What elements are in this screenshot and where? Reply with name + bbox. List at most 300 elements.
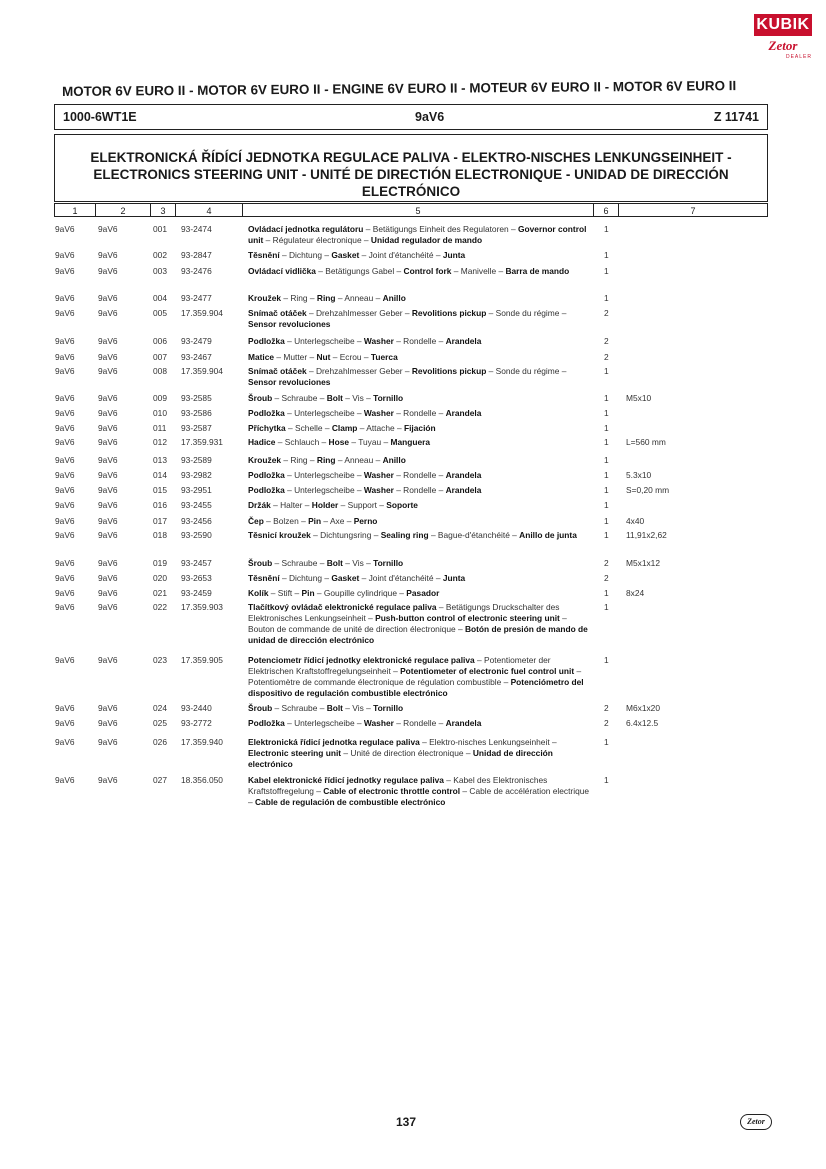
description-term: Tornillo	[373, 393, 404, 403]
description-text: – Anneau –	[335, 455, 383, 465]
row-description	[248, 366, 590, 388]
description-text: – Betätigungs Gabel –	[315, 266, 404, 276]
description-term: Těsnění	[248, 573, 280, 583]
group-code: 9aV6	[415, 110, 445, 124]
description-term: Příchytka	[248, 423, 286, 433]
description-term: Gasket	[331, 250, 360, 260]
row-subgroup: 9aV6	[98, 588, 118, 598]
row-position: 003	[153, 266, 167, 276]
row-description	[248, 393, 590, 404]
description-text: – Rondelle –	[393, 470, 446, 480]
description-term: Držák	[248, 500, 271, 510]
row-quantity: 1	[604, 470, 609, 480]
description-text: – Bolzen –	[263, 516, 309, 526]
description-term: Potenciometr řídicí jednotky elektronické regulace paliva	[248, 655, 475, 665]
description-term: Pasador	[406, 588, 440, 598]
description-text: – Bague-d'étanchéité –	[428, 530, 520, 540]
description-term: Podložka	[248, 408, 285, 418]
row-position: 008	[153, 366, 167, 376]
section-title-line1: ELEKTRONICKÁ ŘÍDÍCÍ JEDNOTKA REGULACE PALIVA - ELEKTRO-NISCHES LENKUNGSEINHEIT -	[90, 150, 732, 165]
row-description	[248, 655, 590, 699]
row-position: 002	[153, 250, 167, 260]
description-term: Arandela	[445, 408, 482, 418]
row-group: 9aV6	[55, 602, 75, 612]
description-text: – Vis –	[342, 703, 374, 713]
row-description	[248, 336, 590, 347]
row-note: 6.4x12.5	[626, 718, 659, 728]
description-term: Podložka	[248, 718, 285, 728]
row-group: 9aV6	[55, 737, 75, 747]
row-part-number: 93-2476	[181, 266, 212, 276]
description-term: Potenciómetro del dispositivo de regulación combustible electrónico	[248, 677, 584, 698]
description-term: Arandela	[445, 718, 482, 728]
row-subgroup: 9aV6	[98, 437, 118, 447]
row-description	[248, 703, 590, 714]
row-subgroup: 9aV6	[98, 718, 118, 728]
description-term: Sensor revoluciones	[248, 377, 331, 387]
description-term: Snímač otáček	[248, 366, 307, 376]
description-term: Šroub	[248, 703, 273, 713]
page-title: MOTOR 6V EURO II - MOTOR 6V EURO II - ENGINE 6V EURO II - MOTEUR 6V EURO II - MOTOR 6V EURO II	[62, 78, 737, 99]
column-header-4: 4	[176, 204, 243, 216]
description-term: Ring	[316, 293, 336, 303]
row-position: 018	[153, 530, 167, 540]
row-part-number: 93-2772	[181, 718, 212, 728]
row-part-number: 17.359.904	[181, 366, 223, 376]
row-position: 021	[153, 588, 167, 598]
description-term: Bolt	[326, 393, 343, 403]
description-term: Čep	[248, 516, 264, 526]
description-term: Matice	[248, 352, 275, 362]
zetor-footer-logo: Zetor	[740, 1114, 772, 1130]
description-term: Clamp	[331, 423, 358, 433]
description-text: – Unité de direction électronique –	[341, 748, 473, 758]
description-text: – Ecrou –	[330, 352, 371, 362]
row-quantity: 1	[604, 393, 609, 403]
description-text: – Anneau –	[335, 293, 383, 303]
description-term: Washer	[363, 470, 394, 480]
row-part-number: 93-2440	[181, 703, 212, 713]
column-header-5: 5	[243, 204, 594, 216]
row-quantity: 2	[604, 352, 609, 362]
description-text: – Schraube –	[272, 703, 327, 713]
row-subgroup: 9aV6	[98, 250, 118, 260]
section-title-line2: ELECTRONICS STEERING UNIT - UNITÉ DE DIRECTIÓN ELECTRONIQUE - UNIDAD DE DIRECCIÓN	[93, 167, 729, 182]
description-term: Electronic steering unit	[248, 748, 342, 758]
row-group: 9aV6	[55, 655, 75, 665]
row-description	[248, 775, 590, 808]
row-note: M6x1x20	[626, 703, 660, 713]
row-group: 9aV6	[55, 308, 75, 318]
row-description	[248, 573, 590, 584]
description-term: Arandela	[445, 485, 482, 495]
description-text: – Halter –	[270, 500, 312, 510]
row-position: 013	[153, 455, 167, 465]
row-description	[248, 718, 590, 729]
row-position: 027	[153, 775, 167, 785]
description-term: Kabel elektronické řídicí jednotky regulace paliva	[248, 775, 444, 785]
row-part-number: 93-2477	[181, 293, 212, 303]
description-text: – Joint d'étanchéité –	[359, 573, 443, 583]
row-part-number: 18.356.050	[181, 775, 223, 785]
row-note: L=560 mm	[626, 437, 666, 447]
row-subgroup: 9aV6	[98, 266, 118, 276]
row-subgroup: 9aV6	[98, 775, 118, 785]
info-row	[54, 104, 768, 130]
row-group: 9aV6	[55, 485, 75, 495]
description-term: Control fork	[403, 266, 452, 276]
row-description	[248, 516, 590, 527]
row-quantity: 2	[604, 573, 609, 583]
row-description	[248, 437, 590, 448]
description-term: Snímač otáček	[248, 308, 307, 318]
row-position: 006	[153, 336, 167, 346]
description-text: – Elektro-nisches Lenkungseinheit –	[419, 737, 557, 747]
row-quantity: 1	[604, 437, 609, 447]
row-group: 9aV6	[55, 224, 75, 234]
description-text: – Bouton de commande de unité de direction électronique –	[248, 613, 567, 634]
row-subgroup: 9aV6	[98, 485, 118, 495]
row-part-number: 93-2586	[181, 408, 212, 418]
row-position: 017	[153, 516, 167, 526]
description-term: Barra de mando	[505, 266, 570, 276]
description-term: Botón de presión de mando de unidad de dirección electrónico	[248, 624, 588, 645]
row-position: 022	[153, 602, 167, 612]
row-description	[248, 558, 590, 569]
row-description	[248, 352, 590, 363]
description-term: Anillo	[382, 293, 406, 303]
row-part-number: 93-2951	[181, 485, 212, 495]
description-term: Holder	[311, 500, 339, 510]
row-note: S=0,20 mm	[626, 485, 670, 495]
description-text: – Unterlegscheibe –	[284, 408, 364, 418]
row-position: 023	[153, 655, 167, 665]
row-group: 9aV6	[55, 250, 75, 260]
description-term: Kolík	[248, 588, 269, 598]
row-position: 005	[153, 308, 167, 318]
row-part-number: 93-2585	[181, 393, 212, 403]
row-position: 004	[153, 293, 167, 303]
column-header-6: 6	[594, 204, 619, 216]
description-text: – Potentiomètre de commande électronique de régulation combustible –	[248, 666, 582, 687]
logo-dealer: DEALER	[785, 54, 812, 60]
description-term: Washer	[363, 485, 394, 495]
description-term: Unidad regulador de mando	[370, 235, 483, 245]
description-text: – Rondelle –	[393, 336, 446, 346]
description-term: Anillo de junta	[519, 530, 577, 540]
row-part-number: 93-2457	[181, 558, 212, 568]
description-term: Bolt	[326, 703, 343, 713]
row-description	[248, 485, 590, 496]
row-subgroup: 9aV6	[98, 423, 118, 433]
description-term: Pin	[308, 516, 322, 526]
description-term: Soporte	[386, 500, 418, 510]
row-subgroup: 9aV6	[98, 530, 118, 540]
description-text: – Mutter –	[274, 352, 317, 362]
row-quantity: 2	[604, 703, 609, 713]
row-quantity: 1	[604, 516, 609, 526]
row-part-number: 17.359.905	[181, 655, 223, 665]
description-term: Perno	[353, 516, 378, 526]
section-title-line3: ELECTRÓNICO	[361, 184, 461, 199]
description-term: Arandela	[445, 336, 482, 346]
description-term: Tornillo	[373, 703, 404, 713]
description-text: – Potentiometer der Elektrischen Kraftstoffregelungseinheit –	[248, 655, 551, 676]
description-term: Unidad de dirección electrónico	[248, 748, 553, 769]
description-term: Arandela	[445, 470, 482, 480]
row-group: 9aV6	[55, 588, 75, 598]
row-quantity: 1	[604, 423, 609, 433]
description-term: Podložka	[248, 470, 285, 480]
row-subgroup: 9aV6	[98, 366, 118, 376]
description-text: – Dichtung –	[279, 573, 332, 583]
description-term: Potentiometer of electronic fuel control unit	[400, 666, 575, 676]
row-position: 016	[153, 500, 167, 510]
description-term: Tuerca	[370, 352, 398, 362]
description-term: Tlačítkový ovládač elektronické regulace paliva	[248, 602, 437, 612]
row-part-number: 17.359.940	[181, 737, 223, 747]
row-group: 9aV6	[55, 423, 75, 433]
column-header-3: 3	[151, 204, 176, 216]
row-position: 010	[153, 408, 167, 418]
row-quantity: 1	[604, 588, 609, 598]
row-position: 011	[153, 423, 167, 433]
row-part-number: 93-2982	[181, 470, 212, 480]
logo-sub: Zetor	[768, 38, 798, 53]
description-text: – Betätigungs Einheit des Regulatoren –	[363, 224, 518, 234]
row-quantity: 1	[604, 250, 609, 260]
row-position: 012	[153, 437, 167, 447]
row-group: 9aV6	[55, 266, 75, 276]
description-term: Cable de regulación de combustible electrónico	[255, 797, 446, 807]
row-position: 025	[153, 718, 167, 728]
row-description	[248, 423, 590, 434]
description-term: Ovládací vidlička	[248, 266, 316, 276]
row-group: 9aV6	[55, 516, 75, 526]
description-term: Sensor revoluciones	[248, 319, 331, 329]
row-quantity: 1	[604, 224, 609, 234]
row-description	[248, 308, 590, 330]
description-term: Bolt	[326, 558, 343, 568]
row-subgroup: 9aV6	[98, 224, 118, 234]
row-position: 024	[153, 703, 167, 713]
description-text: – Dichtung –	[279, 250, 332, 260]
row-group: 9aV6	[55, 293, 75, 303]
description-term: Anillo	[382, 455, 406, 465]
row-subgroup: 9aV6	[98, 293, 118, 303]
description-term: Junta	[442, 250, 466, 260]
description-text: – Sonde du régime –	[486, 366, 567, 376]
description-term: Tornillo	[373, 558, 404, 568]
description-term: Gasket	[331, 573, 360, 583]
row-subgroup: 9aV6	[98, 655, 118, 665]
row-description	[248, 250, 590, 261]
row-note: M5x1x12	[626, 558, 660, 568]
row-part-number: 93-2589	[181, 455, 212, 465]
description-text: – Support –	[338, 500, 387, 510]
row-position: 007	[153, 352, 167, 362]
description-term: Cable of electronic throttle control	[323, 786, 461, 796]
row-part-number: 93-2587	[181, 423, 212, 433]
row-part-number: 93-2590	[181, 530, 212, 540]
row-group: 9aV6	[55, 573, 75, 583]
model-code: 1000-6WT1E	[63, 110, 137, 124]
description-text: – Ring –	[281, 293, 317, 303]
row-position: 001	[153, 224, 167, 234]
row-subgroup: 9aV6	[98, 336, 118, 346]
description-text: – Tuyau –	[349, 437, 391, 447]
row-quantity: 1	[604, 775, 609, 785]
row-subgroup: 9aV6	[98, 558, 118, 568]
description-text: – Sonde du régime –	[486, 308, 567, 318]
description-term: Podložka	[248, 485, 285, 495]
row-description	[248, 408, 590, 419]
row-quantity: 2	[604, 718, 609, 728]
row-quantity: 1	[604, 737, 609, 747]
description-term: Pin	[301, 588, 315, 598]
row-description	[248, 266, 590, 277]
row-description	[248, 470, 590, 481]
row-quantity: 1	[604, 602, 609, 612]
description-term: Manguera	[390, 437, 431, 447]
row-subgroup: 9aV6	[98, 308, 118, 318]
row-quantity: 1	[604, 366, 609, 376]
description-term: Washer	[363, 336, 394, 346]
description-text: – Unterlegscheibe –	[284, 485, 364, 495]
row-group: 9aV6	[55, 500, 75, 510]
description-text: – Rondelle –	[393, 485, 446, 495]
row-group: 9aV6	[55, 336, 75, 346]
row-note: M5x10	[626, 393, 652, 403]
description-term: Šroub	[248, 393, 273, 403]
description-text: – Unterlegscheibe –	[284, 718, 364, 728]
row-note: 11,91x2,62	[626, 530, 667, 540]
description-term: Revolitions pickup	[411, 308, 487, 318]
description-text: – Goupille cylindrique –	[314, 588, 407, 598]
row-position: 015	[153, 485, 167, 495]
column-header-1: 1	[55, 204, 96, 216]
row-description	[248, 588, 590, 599]
row-group: 9aV6	[55, 718, 75, 728]
row-part-number: 17.359.904	[181, 308, 223, 318]
row-group: 9aV6	[55, 775, 75, 785]
description-text: – Schelle –	[285, 423, 332, 433]
row-position: 019	[153, 558, 167, 568]
kubik-zetor-logo	[754, 14, 812, 60]
row-part-number: 17.359.931	[181, 437, 223, 447]
section-title	[54, 134, 768, 202]
row-subgroup: 9aV6	[98, 500, 118, 510]
description-text: – Schraube –	[272, 393, 327, 403]
row-group: 9aV6	[55, 558, 75, 568]
description-text: – Schraube –	[272, 558, 327, 568]
row-group: 9aV6	[55, 530, 75, 540]
description-text: – Kabel des Elektronisches Kraftstoffregelung –	[248, 775, 548, 796]
description-text: – Vis –	[342, 558, 374, 568]
row-quantity: 1	[604, 266, 609, 276]
description-term: Fijación	[403, 423, 436, 433]
row-quantity: 1	[604, 293, 609, 303]
column-header-2: 2	[96, 204, 151, 216]
description-term: Těsnicí kroužek	[248, 530, 311, 540]
row-quantity: 2	[604, 558, 609, 568]
row-quantity: 1	[604, 655, 609, 665]
row-position: 026	[153, 737, 167, 747]
row-group: 9aV6	[55, 455, 75, 465]
description-term: Elektronická řídicí jednotka regulace paliva	[248, 737, 420, 747]
description-term: Hose	[328, 437, 350, 447]
description-term: Junta	[442, 573, 466, 583]
row-note: 5.3x10	[626, 470, 652, 480]
row-part-number: 93-2847	[181, 250, 212, 260]
row-quantity: 2	[604, 308, 609, 318]
column-header	[54, 203, 768, 217]
row-part-number: 93-2467	[181, 352, 212, 362]
row-group: 9aV6	[55, 408, 75, 418]
row-quantity: 1	[604, 530, 609, 540]
row-note: 4x40	[626, 516, 645, 526]
description-text: – Schlauch –	[275, 437, 329, 447]
row-group: 9aV6	[55, 437, 75, 447]
row-note: 8x24	[626, 588, 645, 598]
row-description	[248, 737, 590, 770]
row-position: 009	[153, 393, 167, 403]
row-subgroup: 9aV6	[98, 602, 118, 612]
description-text: – Régulateur électronique –	[263, 235, 371, 245]
description-text: – Joint d'étanchéité –	[359, 250, 443, 260]
row-group: 9aV6	[55, 470, 75, 480]
row-part-number: 93-2459	[181, 588, 212, 598]
description-text: – Rondelle –	[393, 718, 446, 728]
description-term: Push-button control of electronic steering unit	[375, 613, 560, 623]
row-subgroup: 9aV6	[98, 470, 118, 480]
description-text: – Manivelle –	[451, 266, 506, 276]
row-quantity: 1	[604, 455, 609, 465]
row-subgroup: 9aV6	[98, 352, 118, 362]
row-position: 020	[153, 573, 167, 583]
description-term: Hadice	[248, 437, 276, 447]
row-group: 9aV6	[55, 703, 75, 713]
description-term: Kroužek	[248, 455, 282, 465]
row-group: 9aV6	[55, 366, 75, 376]
row-part-number: 93-2455	[181, 500, 212, 510]
row-subgroup: 9aV6	[98, 573, 118, 583]
description-term: Kroužek	[248, 293, 282, 303]
row-quantity: 2	[604, 336, 609, 346]
description-term: Podložka	[248, 336, 285, 346]
page-number: 137	[396, 1115, 417, 1129]
description-text: – Drehzahlmesser Geber –	[306, 308, 412, 318]
description-text: – Axe –	[321, 516, 354, 526]
description-term: Washer	[363, 408, 394, 418]
description-text: – Rondelle –	[393, 408, 446, 418]
row-part-number: 93-2479	[181, 336, 212, 346]
row-subgroup: 9aV6	[98, 703, 118, 713]
description-text: – Betätigungs Druckschalter des Elektronisches Lenkungseinheit –	[248, 602, 560, 623]
description-text: – Dichtungsring –	[310, 530, 381, 540]
description-term: Sealing ring	[380, 530, 429, 540]
description-term: Governor control unit	[248, 224, 587, 245]
description-term: Těsnění	[248, 250, 280, 260]
row-part-number: 17.359.903	[181, 602, 223, 612]
description-text: – Drehzahlmesser Geber –	[306, 366, 412, 376]
description-term: Šroub	[248, 558, 273, 568]
description-text: – Cable de accélération electrique –	[248, 786, 590, 807]
column-header-7: 7	[690, 206, 696, 216]
row-part-number: 93-2474	[181, 224, 212, 234]
row-part-number: 93-2456	[181, 516, 212, 526]
description-term: Ovládací jednotka regulátoru	[248, 224, 364, 234]
